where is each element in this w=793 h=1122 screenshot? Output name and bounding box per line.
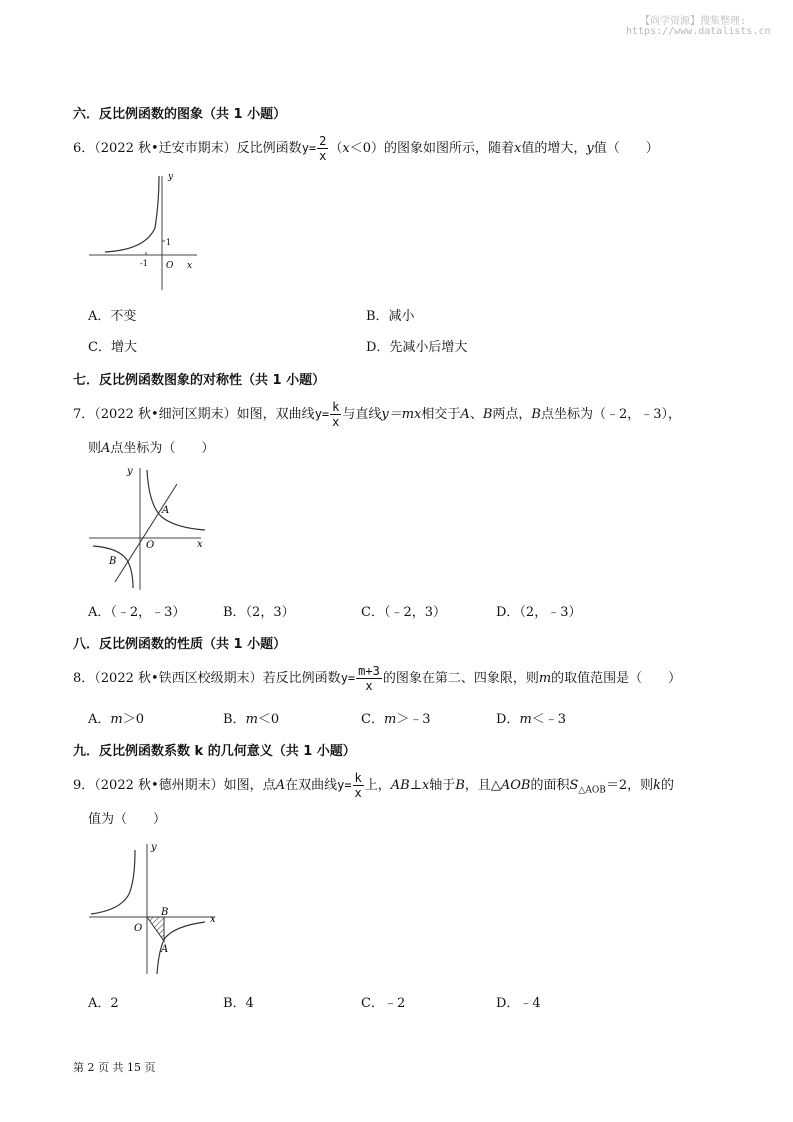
option-text: ＞0 <box>122 712 144 727</box>
option-b[interactable]: B．4 <box>223 996 254 1011</box>
question-source: （2022 秋•细河区期末） <box>94 407 237 422</box>
option-a[interactable]: A．2 <box>88 996 119 1011</box>
tick-label-neg1: -1 <box>140 259 148 268</box>
option-b[interactable]: B．减小 <box>366 309 415 324</box>
stem-text: 在双曲线 <box>285 778 338 793</box>
question-number: 6． <box>73 141 95 156</box>
stem-text: ，且△ <box>464 778 501 793</box>
question-9-stem <box>73 771 674 801</box>
option-a[interactable]: A．（﹣2，﹣3） <box>88 605 186 620</box>
stem-text: 轴于 <box>429 778 456 793</box>
hyperbola-branch-upper <box>147 470 205 530</box>
question-number: 9． <box>73 778 95 793</box>
area-symbol: S <box>569 778 579 793</box>
stem-text: 如图，双曲线 <box>236 407 315 422</box>
stem-text: 与直线 <box>342 407 382 422</box>
point-b-label: B <box>161 907 169 918</box>
y-axis-label: y <box>168 172 174 182</box>
stem-text: 、 <box>469 407 483 422</box>
question-source: （2022 秋•德州期末） <box>94 778 224 793</box>
stem-text: 值（ ） <box>593 141 659 156</box>
fraction <box>353 771 364 800</box>
question-9-stem-line2: 值为（ ） <box>88 812 167 827</box>
stem-text: 的 <box>661 778 675 793</box>
x-axis-label: x <box>197 539 203 550</box>
option-text: ＜0 <box>257 712 280 727</box>
question-6-stem <box>73 134 659 163</box>
fraction <box>330 400 341 429</box>
section-8-title: 八．反比例函数的性质（共 1 小题） <box>73 637 287 652</box>
point-a-label: A <box>161 944 169 955</box>
stem-text: 点坐标为（ ） <box>110 441 215 456</box>
variable: k <box>653 778 661 793</box>
point-label: A <box>460 407 470 422</box>
stem-text: 的面积 <box>530 778 570 793</box>
section-7-title: 七．反比例函数图象的对称性（共 1 小题） <box>73 373 326 388</box>
stem-text: 两点， <box>492 407 532 422</box>
question-7-graph <box>85 462 210 592</box>
origin-label: O <box>166 261 174 271</box>
stem-text: 相交于 <box>421 407 461 422</box>
fraction <box>356 664 382 693</box>
point-label: B <box>531 407 541 422</box>
option-b[interactable]: B．（2，3） <box>223 605 295 620</box>
fraction-numerator: 2 <box>319 134 327 148</box>
fraction <box>317 134 328 163</box>
point-label: A <box>275 778 286 793</box>
question-number: 8． <box>73 671 95 686</box>
equation-lhs: y= <box>314 407 330 421</box>
x-axis-label: x <box>187 261 193 271</box>
point-b-label: B <box>109 556 117 567</box>
stem-text: 的图象如图所示，随着 <box>384 141 515 156</box>
equation-lhs: y= <box>337 778 352 792</box>
hyperbola-branch-left <box>91 850 135 914</box>
origin-label: O <box>134 923 143 934</box>
x-axis-label: x <box>210 914 216 925</box>
option-d[interactable]: D．（2，﹣3） <box>496 605 582 620</box>
straight-line <box>115 484 177 582</box>
point-label: B <box>455 778 465 793</box>
variable: m <box>245 712 258 727</box>
question-7-stem <box>73 400 681 429</box>
equation-lhs: y= <box>340 671 356 685</box>
stem-text: ＜0） <box>349 141 385 156</box>
origin-label: O <box>146 540 155 551</box>
question-8-stem <box>73 664 681 693</box>
hyperbola-curve <box>105 176 159 252</box>
option-c[interactable]: C．（﹣2，3） <box>361 605 446 620</box>
variable: x <box>342 141 350 156</box>
option-prefix: D． <box>496 712 520 727</box>
stem-text: ＝2，则 <box>605 778 654 793</box>
section-9-title: 九．反比例函数系数 k 的几何意义（共 1 小题） <box>73 744 356 759</box>
question-7-stem-line2 <box>88 439 214 459</box>
variable: m <box>519 712 532 727</box>
question-source: （2022 秋•铁西区校级期末） <box>94 671 263 686</box>
stem-text: 值的增大， <box>521 141 587 156</box>
point-label: B <box>482 407 493 422</box>
fraction-numerator: m+3 <box>358 664 380 678</box>
point-label: A <box>101 441 111 456</box>
shaded-triangle <box>147 917 164 941</box>
stem-text: 则 <box>88 441 102 456</box>
point-a-label: A <box>162 505 170 516</box>
variable: m <box>110 712 123 727</box>
watermark-line2: https://www.datalists.cn <box>626 26 771 37</box>
variable: m <box>383 712 397 727</box>
option-c[interactable] <box>361 708 431 727</box>
stem-text: 如图，点 <box>223 778 276 793</box>
option-b[interactable] <box>223 708 279 727</box>
stem-text: 的图象在第二、四象限，则 <box>382 671 539 686</box>
stem-text: 的取值范围是（ ） <box>551 671 682 686</box>
fraction-numerator: k <box>354 771 362 785</box>
option-text: ＞﹣3 <box>396 712 431 727</box>
variable: m <box>538 671 552 686</box>
stem-text: 反比例函数 <box>236 141 302 156</box>
perpendicular-expression: AB⊥x <box>390 778 430 793</box>
line-equation: y＝mx <box>381 407 422 422</box>
section-6-title: 六．反比例函数的图象（共 1 小题） <box>73 107 287 122</box>
option-prefix: B． <box>223 712 246 727</box>
stem-text: 若反比例函数 <box>262 671 341 686</box>
fraction-denominator: x <box>319 149 327 163</box>
variable: y <box>586 141 594 156</box>
option-d[interactable] <box>496 708 566 727</box>
option-a[interactable]: A．不变 <box>88 309 137 324</box>
option-c[interactable]: C．﹣2 <box>361 996 406 1011</box>
stem-text: （ <box>329 141 343 156</box>
area-subscript: △AOB <box>578 785 606 796</box>
question-number: 7． <box>73 407 95 422</box>
fraction-denominator: x <box>332 415 340 429</box>
option-a[interactable] <box>88 708 144 727</box>
option-d[interactable]: D．﹣4 <box>496 996 541 1011</box>
option-text: ＜﹣3 <box>531 712 567 727</box>
question-6-graph <box>85 168 205 293</box>
page-footer: 第 2 页 共 15 页 <box>73 1061 156 1074</box>
hyperbola-branch-lower <box>93 546 133 588</box>
stem-text: 上， <box>364 778 391 793</box>
watermark-line1: 【尚学资源】搜集整理: <box>640 16 747 27</box>
option-prefix: A． <box>88 712 111 727</box>
option-d[interactable]: D．先减小后增大 <box>366 340 468 355</box>
fraction-numerator: k <box>332 400 340 414</box>
option-c[interactable]: C．增大 <box>88 340 137 355</box>
equation-lhs: y= <box>301 141 317 155</box>
triangle-name: AOB <box>500 778 531 793</box>
fraction-denominator: x <box>354 786 362 800</box>
question-source: （2022 秋•迁安市期末） <box>94 141 237 156</box>
stem-text: 点坐标为（﹣2，﹣3）， <box>540 407 682 422</box>
variable: x <box>514 141 522 156</box>
question-9-graph <box>85 838 220 978</box>
tick-label-1: 1 <box>166 238 172 247</box>
y-axis-label: y <box>127 466 133 477</box>
y-axis-label: y <box>151 842 157 853</box>
option-prefix: C． <box>361 712 384 727</box>
fraction-denominator: x <box>365 679 373 693</box>
